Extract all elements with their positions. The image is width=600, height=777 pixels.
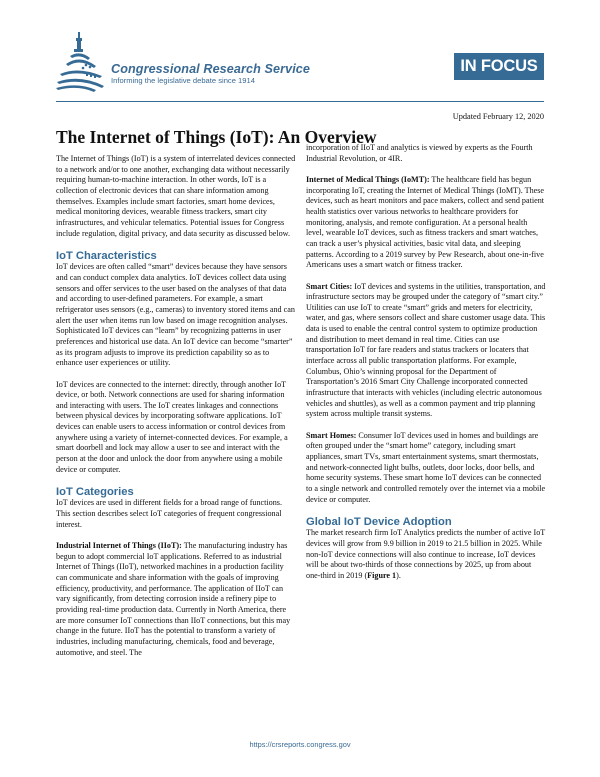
org-brand [111, 63, 310, 86]
org-tagline: Informing the legislative debate since 1914 [111, 76, 255, 85]
iomt-text: The healthcare field has begun incorporating IoT, creating the Internet of Medical Things (IoMT). These devices, such as heart monitors and pace makers, collect and send patient health statistics over various networks to healthcare providers for monitoring, analysis, and remote configuration. At a personal health level, wearable IoT devices, such as fitness trackers and smart watches, can track a user’s physical activities, basic vital data, and sleeping patterns. According to a 2019 survey by Pew Research, about one-in-five Americans uses a smart watch or fitness tracker. [306, 174, 545, 270]
iomt-label: Internet of Medical Things (IoMT): [306, 174, 430, 184]
capitol-dome-icon [56, 30, 104, 94]
smart-homes-text: Consumer IoT devices used in homes and buildings are often grouped under the “smart home” category, including smart appliances, smart TVs, smart entertainment systems, smart thermostats, and network-connected light bulbs, outlets, door locks, door bells, and home security systems. These smart home IoT devices can be connected to a single network and controlled remotely over the internet via a mobile device or computer. [306, 430, 546, 504]
iiot-paragraph [56, 541, 296, 658]
footer-url-link[interactable]: https://crsreports.congress.gov [249, 740, 351, 749]
smart-cities-paragraph [306, 282, 546, 421]
iomt-paragraph [306, 175, 546, 271]
section-heading-categories: IoT Categories [56, 486, 134, 499]
updated-date: Updated February 12, 2020 [452, 112, 544, 121]
figure-reference-link[interactable]: Figure 1 [367, 570, 397, 580]
smart-homes-label: Smart Homes: [306, 430, 357, 440]
smart-homes-paragraph [306, 431, 546, 506]
left-column [56, 154, 296, 669]
intro-paragraph: The Internet of Things (IoT) is a system of interrelated devices connected to a network and/or to one another, exchanging data without necessarily requiring human-to-machine interaction. In other words, IoT is a collection of electronic devices that can share information among themselves. Examples include smart factories, smart home devices, medical monitoring devices, wearable fitness trackers, smart city infrastructures, and vehicular telematics. Potential issues for Congress include regulation, digital privacy, and data security as discussed below. [56, 154, 296, 238]
adoption-paragraph [306, 528, 546, 581]
document-title: The Internet of Things (IoT): An Overview [56, 127, 377, 147]
iiot-text: The manufacturing industry has begun to adopt commercial IoT applications. Referred to as industrial Internet of Things (IIoT), networked machines in a production facility can communicate and share information with the goals of improving efficiency, productivity, and performance. The application of IIoT can vary significantly, from detecting corrosion inside a refinery pipe to providing real-time production data. Currently in North America, there are more consumer IoT connections than IIoT connections, but this may change in the future. IIoT has the potential to transform a variety of industries, including manufacturing, chemicals, food and beverage, automotive, and steel. The [56, 541, 291, 657]
categories-paragraph: IoT devices are used in different fields for a broad range of functions. This section describes select IoT categories of frequent congressional interest. [56, 498, 282, 529]
section-heading-adoption: Global IoT Device Adoption [306, 515, 452, 528]
right-column [306, 143, 546, 592]
header-divider [56, 101, 544, 102]
characteristics-paragraph-2: IoT devices are connected to the internet: directly, through another IoT device, or both. Network connections are used for sharing information and interacting with users. The IoT creates linkages and connections between physical devices by incorporating software applications. IoT devices can enable users to access information or control devices from anywhere using a variety of internet-connected devices. For example, a smart doorbell and lock may allow a user to see and interact with the person at the door and unlock the door from anywhere using a mobile device or computer. [56, 379, 288, 474]
adoption-end: ). [396, 570, 401, 580]
smart-cities-text: IoT devices and systems in the utilities, transportation, and infrastructure sectors may be grouped under the category of “smart city.” Utilities can use IoT to create “smart” grids and meters for electricity, water, and gas, where sensors collect and share customer usage data. This data is used to enable the central control system to optimize production and distribution to meet demand in real time. Cities can use transportation IoT for fare readers and status trackers or locaters that interface across all public transportation platforms. For example, Columbus, Ohio’s winning proposal for the Department of Transportation’s 2016 Smart City Challenge incorporated connected infrastructure that interacts with vehicles (including electric autonomous vehicles and shuttles), as well as a common payment and trip planning system across multiple transit systems. [306, 281, 546, 419]
section-heading-characteristics: IoT Characteristics [56, 249, 157, 262]
smart-cities-label: Smart Cities: [306, 281, 353, 291]
iiot-continued-paragraph: incorporation of IIoT and analytics is viewed by experts as the Fourth Industrial Revolution, or 4IR. [306, 143, 533, 163]
characteristics-paragraph-1: IoT devices are often called “smart” devices because they have sensors and can conduct complex data analytics. IoT devices collect data using sensors and offer services to the user based on the analyses of that data and according to user-defined parameters. For example, a smart refrigerator uses sensors (e.g., cameras) to inventory stored items and can alert the user when items run low based on image recognition analyses. Sophisticated IoT devices can “learn” by recognizing patterns in user preferences and historical use data. An IoT device can become “smarter” as its program adjusts to improve its prediction capability so as to enhance user experiences or utility. [56, 262, 295, 368]
org-name: Congressional Research Service [111, 62, 310, 76]
adoption-text: The market research firm IoT Analytics predicts the number of active IoT devices will grow from 9.9 billion in 2019 to 21.5 billion in 2025. While non-IoT device connections will also continue to increase, IoT devices will be about two-thirds of those connections by 2025, up from about one-third in 2019 ( [306, 528, 546, 580]
in-focus-badge: IN FOCUS [454, 53, 544, 80]
iiot-label: Industrial Internet of Things (IIoT): [56, 541, 182, 551]
